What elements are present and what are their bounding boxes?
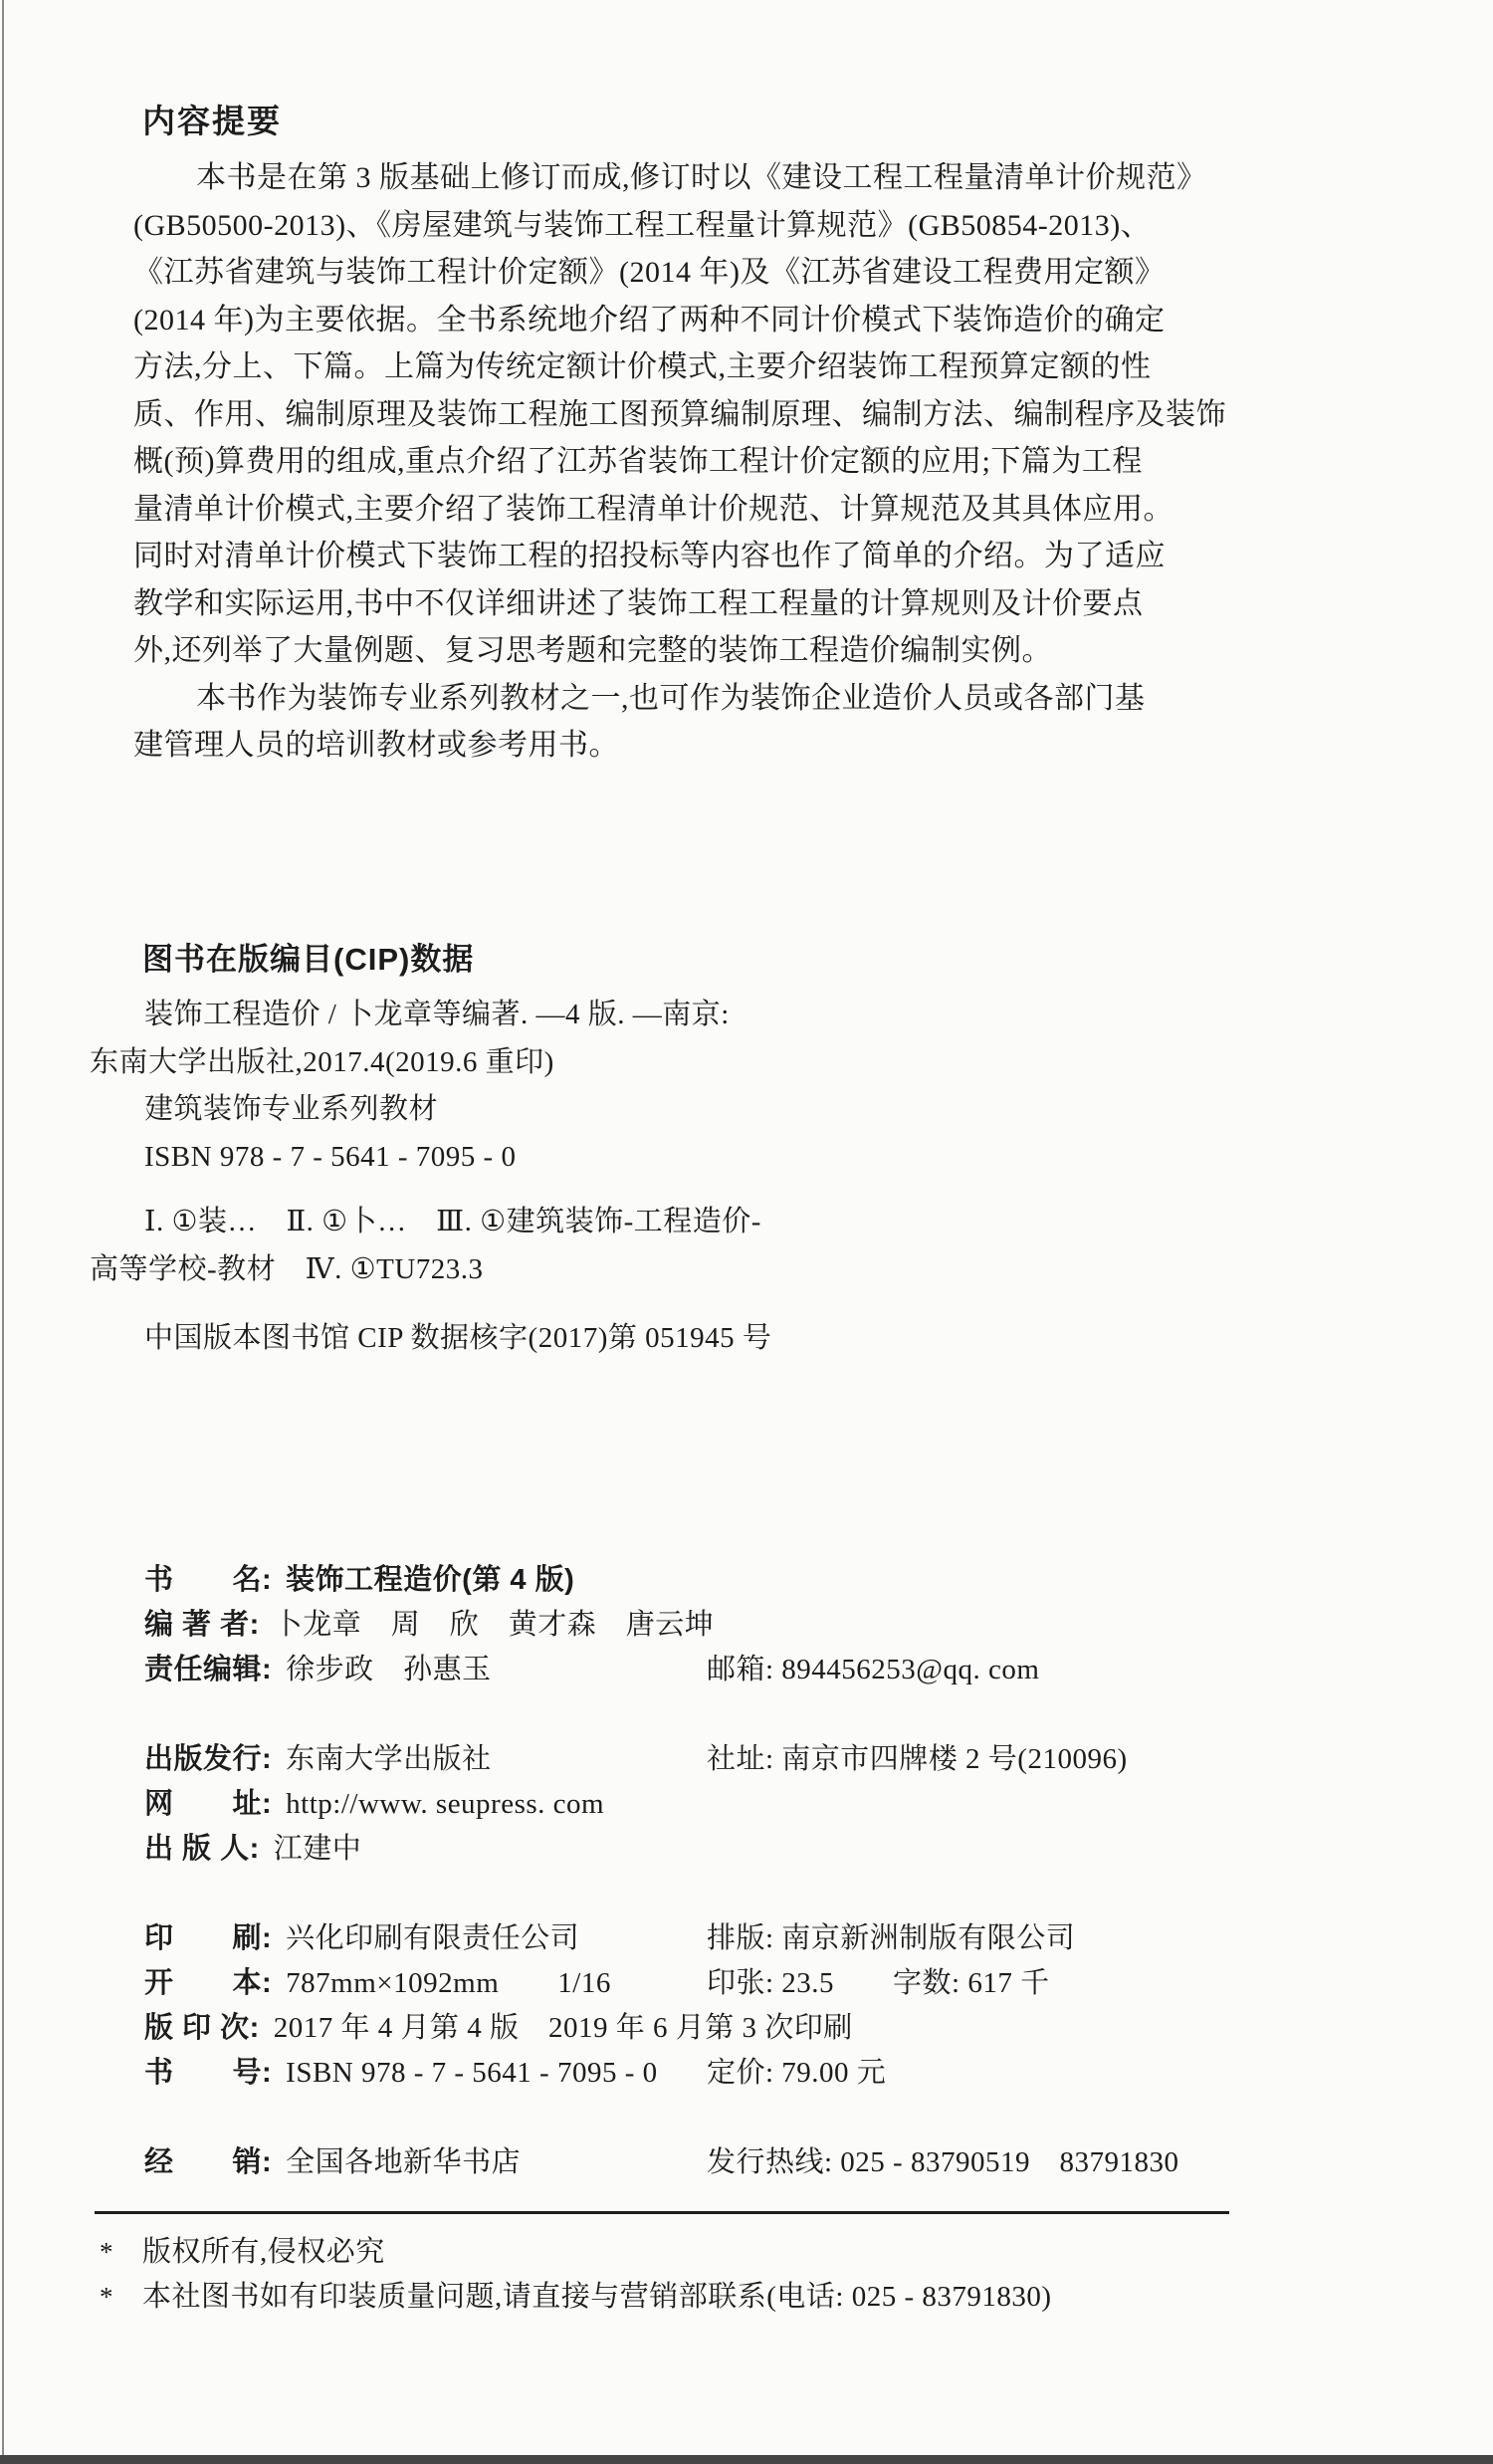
quality-note-text: 本社图书如有印装质量问题,请直接与营销部联系(电话: 025 - 83791830) [142,2281,1052,2313]
scan-bottom-edge-line [0,2455,1493,2464]
summary-line: 量清单计价模式,主要介绍了装饰工程清单计价规范、计算规范及其具体应用。 [133,492,1173,526]
summary-line: 质、作用、编制原理及装饰工程施工图预算编制原理、编制方法、编制程序及装饰 [133,397,1226,431]
row-label: 书 号: [144,2057,273,2089]
summary-line: (2014 年)为主要依据。全书系统地介绍了两种不同计价模式下装饰造价的确定 [133,303,1166,336]
summary-line: 概(预)算费用的组成,重点介绍了江苏省装饰工程计价定额的应用;下篇为工程 [133,445,1143,478]
cip-classification-line: 高等学校-教材 Ⅳ. ①TU723.3 [90,1252,484,1285]
distribution-hotline: 发行热线: 025 - 83790519 83791830 [707,2146,1179,2178]
row-label: 开 本: [144,1967,273,1999]
row-label: 编 著 者: [144,1609,260,1641]
colophon-row-format [144,1961,1398,2006]
colophon-row-isbn [144,2051,1398,2096]
editors: 徐步政 孙惠玉 [286,1654,492,1685]
copyright-note [100,2230,1393,2275]
colophon-row-distribution [144,2140,1398,2185]
colophon-row-edition [144,2006,1398,2051]
row-label: 经 销: [144,2146,273,2178]
distributor: 全国各地新华书店 [286,2146,522,2178]
cip-series-line: 建筑装饰专业系列教材 [144,1093,439,1125]
summary-line: 《江苏省建筑与装饰工程计价定额》(2014 年)及《江苏省建设工程费用定额》 [133,256,1166,289]
publisher-person: 江建中 [273,1833,362,1865]
colophon-row-book-title [144,1558,1398,1603]
quality-note [100,2275,1393,2320]
row-label: 版 印 次: [144,2012,260,2044]
colophon-row-editors [144,1648,1398,1692]
website-url: http://www. seupress. com [286,1788,605,1820]
editor-email: 邮箱: 894456253@qq. com [707,1654,1040,1685]
content-summary-paragraph [133,154,1226,770]
row-label: 出 版 人: [144,1833,260,1865]
copyright-note-text: 版权所有,侵权必究 [142,2236,385,2268]
edition-printing: 2017 年 4 月第 4 版 2019 年 6 月第 3 次印刷 [273,2012,853,2044]
row-label: 印 刷: [144,1922,273,1954]
sheets-and-wordcount: 印张: 23.5 字数: 617 千 [707,1967,1050,1999]
typesetter: 排版: 南京新洲制版有限公司 [707,1922,1076,1954]
book-title: 装饰工程造价(第 4 版) [286,1564,575,1596]
summary-line: 教学和实际运用,书中不仅详细讲述了装饰工程工程量的计算规则及计价要点 [133,586,1144,620]
summary-line: 建管理人员的培训教材或参考用书。 [133,729,619,762]
isbn: ISBN 978 - 7 - 5641 - 7095 - 0 [286,2057,658,2089]
colophon-row-publisher-person [144,1827,1398,1872]
cip-title-line: 装饰工程造价 / 卜龙章等编著. —4 版. —南京: [144,999,730,1030]
colophon-row-authors [144,1603,1398,1648]
printer: 兴化印刷有限责任公司 [286,1922,580,1954]
colophon-row-website [144,1782,1398,1827]
colophon-block [144,1558,1398,2185]
summary-line: 本书是在第 3 版基础上修订而成,修订时以《建设工程工程量清单计价规范》 [196,161,1207,194]
summary-line: 本书作为装饰专业系列教材之一,也可作为装饰企业造价人员或各部门基 [196,681,1146,715]
cip-isbn-line: ISBN 978 - 7 - 5641 - 7095 - 0 [144,1140,517,1173]
authors: 卜龙章 周 欣 黄才森 唐云坤 [273,1609,715,1641]
publisher: 东南大学出版社 [286,1743,492,1775]
summary-line: 同时对清单计价模式下装饰工程的招投标等内容也作了简单的介绍。为了适应 [133,540,1166,572]
colophon-row-publisher [144,1737,1398,1782]
cip-data-heading: 图书在版编目(CIP)数据 [142,942,475,977]
cip-classification-line: Ⅰ. ①装… Ⅱ. ①卜… Ⅲ. ①建筑装饰-工程造价- [144,1206,761,1237]
summary-line: (GB50500-2013)、《房屋建筑与装饰工程工程量计算规范》(GB50854-2013)、 [133,208,1152,242]
price: 定价: 79.00 元 [707,2057,887,2089]
cip-data-block [90,992,1184,1363]
colophon-row-printer [144,1916,1398,1961]
cip-record-number-line: 中国版本图书馆 CIP 数据核字(2017)第 051945 号 [144,1322,772,1354]
publisher-address: 社址: 南京市四牌楼 2 号(210096) [707,1743,1128,1775]
row-label: 责任编辑: [144,1654,273,1685]
scan-left-edge-line [2,0,4,2464]
sheet-format: 787mm×1092mm 1/16 [286,1967,611,1999]
footer-notes [100,2230,1393,2320]
row-label: 网 址: [144,1788,273,1820]
asterisk-mark: * [100,2237,113,2267]
row-label: 书 名: [144,1564,273,1596]
content-summary-heading: 内容提要 [142,103,282,139]
row-label: 出版发行: [144,1743,273,1775]
asterisk-mark: * [100,2282,113,2312]
summary-line: 外,还列举了大量例题、复习思考题和完整的装饰工程造价编制实例。 [133,634,1052,667]
cip-publisher-line: 东南大学出版社,2017.4(2019.6 重印) [90,1045,554,1078]
divider-rule [95,2211,1229,2214]
summary-line: 方法,分上、下篇。上篇为传统定额计价模式,主要介绍装饰工程预算定额的性 [133,350,1152,383]
